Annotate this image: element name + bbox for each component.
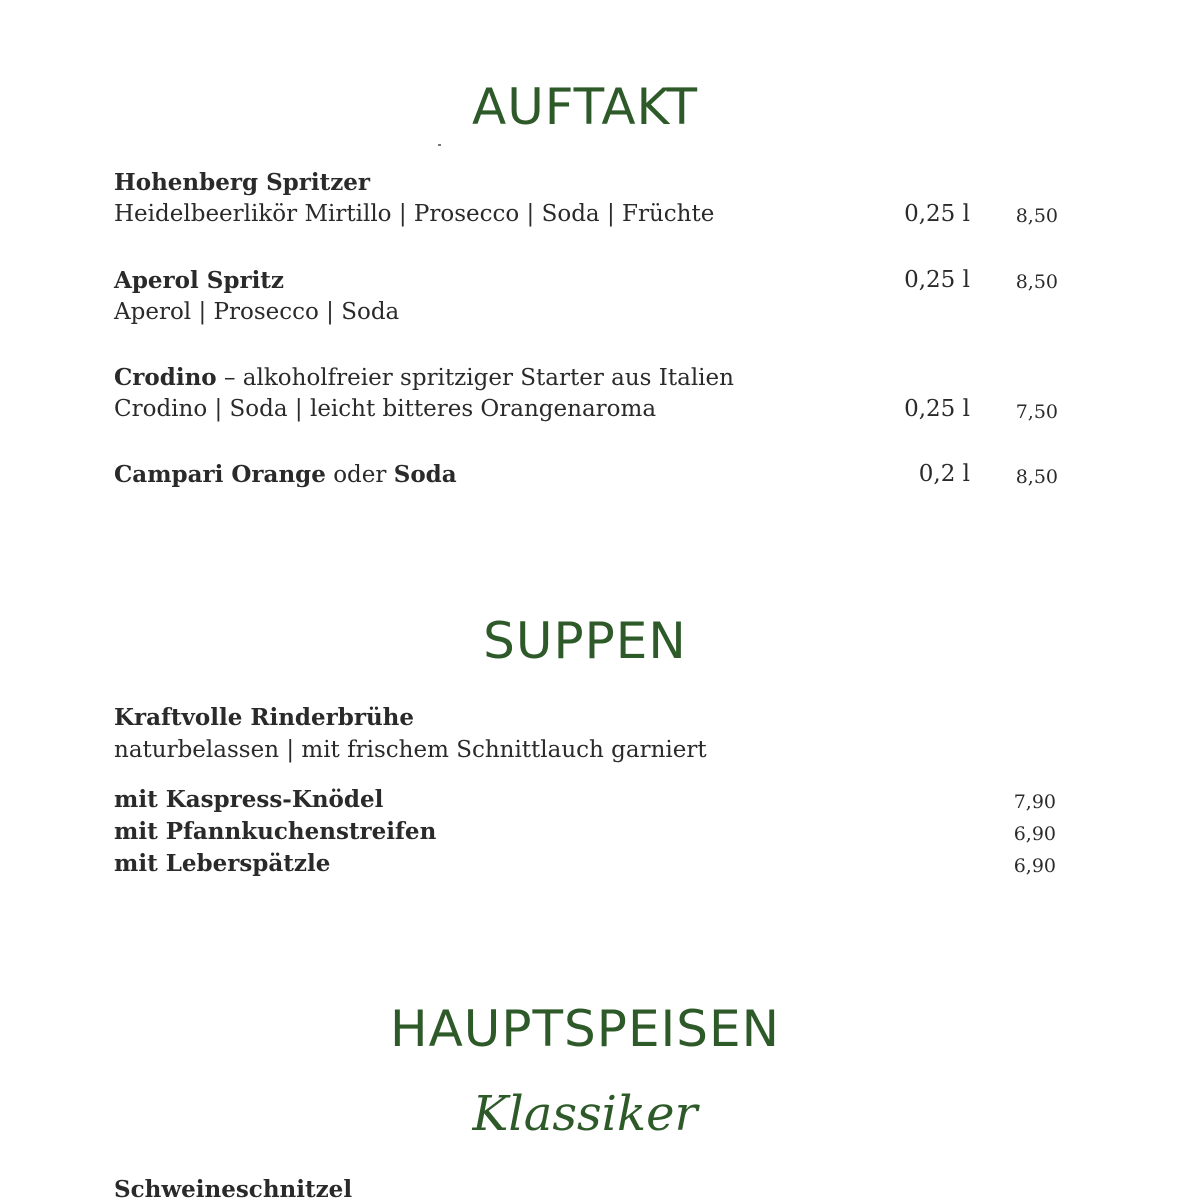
item-volume-campari: 0,2 l [918,461,970,487]
item-heading-crodino [114,364,734,391]
item-price-hohenberg-spritzer: 8,50 [1015,205,1058,227]
item-desc-crodino: Crodino | Soda | leicht bitteres Orangenaroma [114,396,657,422]
item-name-aperol-spritz: Aperol Spritz [114,267,284,294]
item-price-aperol-spritz: 8,50 [1015,271,1058,293]
item-name-campari-soda: Soda [393,461,457,488]
item-volume-crodino: 0,25 l [904,396,970,422]
scan-speck [438,144,441,146]
item-name-campari-orange: Campari Orange [114,461,326,488]
item-desc-hohenberg-spritzer: Heidelbeerlikör Mirtillo | Prosecco | Soda | Früchte [114,201,715,227]
item-name-hohenberg-spritzer: Hohenberg Spritzer [114,169,371,196]
item-desc-aperol-spritz: Aperol | Prosecco | Soda [114,299,400,325]
variant-name-kaspress-knoedel: mit Kaspress-Knödel [114,786,384,813]
item-heading-campari [114,461,457,488]
item-name-crodino: Crodino [114,364,217,391]
item-name-schweineschnitzel: Schweineschnitzel [114,1176,353,1203]
item-volume-hohenberg-spritzer: 0,25 l [904,201,970,227]
item-price-crodino: 7,50 [1015,401,1058,423]
item-desc-rinderbruehe: naturbelassen | mit frischem Schnittlauch garniert [114,737,707,763]
variant-name-leberspaetzle: mit Leberspätzle [114,850,331,877]
item-connector-campari: oder [325,462,394,488]
variant-price-leberspaetzle: 6,90 [1013,855,1056,877]
variant-price-kaspress-knoedel: 7,90 [1013,791,1056,813]
item-price-campari: 8,50 [1015,466,1058,488]
section-title-hauptspeisen: HAUPTSPEISEN [389,1000,781,1058]
section-subtitle-klassiker: Klassiker [472,1086,698,1142]
item-name-rinderbruehe: Kraftvolle Rinderbrühe [114,704,415,731]
variant-name-pfannkuchenstreifen: mit Pfannkuchenstreifen [114,818,437,845]
variant-price-pfannkuchenstreifen: 6,90 [1013,823,1056,845]
section-title-auftakt: AUFTAKT [472,78,698,136]
item-volume-aperol-spritz: 0,25 l [904,267,970,293]
item-name-suffix-crodino: – alkoholfreier spritziger Starter aus Italien [216,365,734,391]
section-title-suppen: SUPPEN [483,612,687,670]
